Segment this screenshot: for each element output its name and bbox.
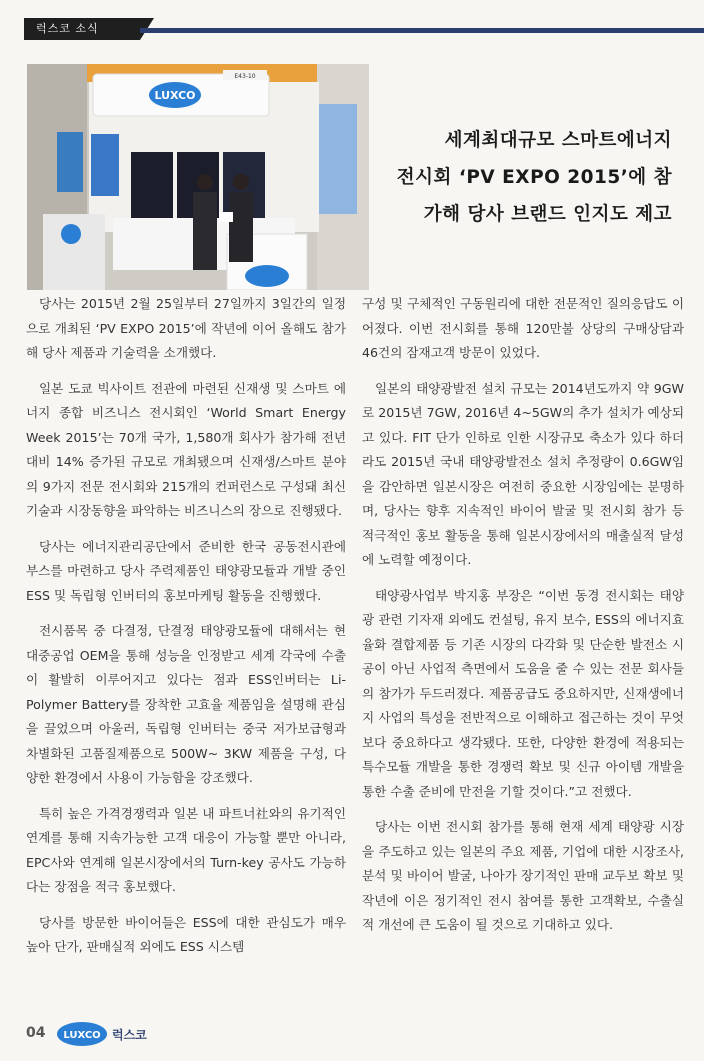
luxco-logo-icon	[56, 1021, 108, 1047]
article-column-right	[362, 292, 684, 949]
paragraph: 특히 높은 가격경쟁력과 일본 내 파트너社와의 유기적인 연계를 통해 지속가능한 고객 대응이 가능할 뿐만 아니라, EPC사와 연계해 일본시장에서의 Turn-key 공사도 가능하다는 장점을 적극 홍보했다.	[26, 805, 346, 894]
paragraph: 태양광사업부 박지홍 부장은 “이번 동경 전시회는 태양광 관련 기자재 외에도 컨설팅, 유지 보수, ESS의 에너지효율화 결합제품 등 기존 시장의 다각화 및 단순한 발전소 시공이 아닌 사업적 측면에서 도움을 줄 수 있는 전문 회사들의 참가가 두드러졌다. 제품공급도 중요하지만, 신재생에너지 사업의 특성을 전반적으로 이해하고 접근하는 것이 무엇보다 중요하다고 생각됐다. 또한, 다양한 환경에 적용되는 특수모듈 개발을 통한 경쟁력 확보 및 신규 아이템 개발을 통한 수출 준비에 만전을 기할 것이다.”고 전했다.	[362, 587, 684, 799]
header-rule	[140, 28, 704, 33]
booth-illustration	[27, 64, 369, 290]
section-header	[0, 18, 704, 44]
booth-sign-logo: LUXCO	[154, 89, 196, 102]
headline-line: 전시회 ‘PV EXPO 2015’에 참	[396, 167, 672, 188]
section-tab: 럭스코 소식	[24, 18, 140, 40]
paragraph: 당사는 에너지관리공단에서 준비한 한국 공동전시관에 부스를 마련하고 당사 주력제품인 태양광모듈과 개발 중인 ESS 및 독립형 인버터의 홍보마케팅 활동을 진행했다.	[26, 538, 346, 603]
paragraph: 전시품목 중 다결정, 단결정 태양광모듈에 대해서는 현대중공업 OEM을 통해 성능을 인정받고 세계 각국에 수출이 활발히 이루어지고 있다는 점과 ESS인버터는 Li-Polymer Battery를 장착한 고효율 제품임을 설명해 관심을 끌었으며 아울러, 독립형 인버터는 중국 저가보급형과 차별화된 고품질제품으로 500W~ 3KW 제품을 구성, 다양한 환경에서 사용이 가능함을 강조했다.	[26, 623, 346, 785]
footer-logo-text: LUXCO	[63, 1030, 101, 1041]
paragraph: 구성 및 구체적인 구동원리에 대한 전문적인 질의응답도 이어졌다. 이번 전시회를 통해 120만불 상당의 구매상담과 46건의 잠재고객 방문이 있었다.	[362, 296, 684, 360]
paragraph: 일본 도쿄 빅사이트 전관에 마련된 신재생 및 스마트 에너지 종합 비즈니스 전시회인 ‘World Smart Energy Week 2015’는 70개 국가, 1,580개 회사가 참가해 전년대비 14% 증가된 규모로 개최됐으며 신재생/스마트 분야의 9가지 전문 전시회와 215개의 컨퍼런스로 구성돼 최신기술과 시장동향을 파악하는 비즈니스의 장으로 진행됐다.	[26, 380, 346, 518]
headline	[372, 122, 672, 233]
headline-line: 가해 당사 브랜드 인지도 제고	[423, 204, 672, 225]
paragraph: 당사를 방문한 바이어들은 ESS에 대한 관심도가 매우 높아 단가, 판매실적 외에도 ESS 시스템	[26, 914, 346, 954]
booth-photo	[27, 64, 369, 290]
page-number: 04	[26, 1025, 46, 1041]
article-column-left	[26, 292, 346, 971]
paragraph: 당사는 이번 전시회 참가를 통해 현재 세계 태양광 시장을 주도하고 있는 일본의 주요 제품, 기업에 대한 시장조사, 분석 및 바이어 발굴, 나아가 장기적인 판매 교두보 확보 및 작년에 이은 정기적인 전시 참여를 통한 고객확보, 수출실적 개선에 큰 도움이 될 것으로 기대하고 있다.	[362, 819, 684, 932]
paragraph: 일본의 태양광발전 설치 규모는 2014년도까지 약 9GW로 2015년 7GW, 2016년 4~5GW의 추가 설치가 예상되고 있다. FIT 단가 인하로 인한 시장규모 축소가 있다 하더라도 2015년 국내 태양광발전소 설치 추정량이 0.6GW임을 감안하면 일본시장은 여전히 중요한 시장임에는 분명하며, 당사는 향후 지속적인 바이어 발굴 및 전시회 참가 등 적극적인 홍보 활동을 통해 일본시장에서의 매출실적 달성에 노력할 예정이다.	[362, 380, 684, 567]
booth-number: E43-10	[234, 73, 256, 80]
paragraph: 당사는 2015년 2월 25일부터 27일까지 3일간의 일정으로 개최된 ‘PV EXPO 2015’에 작년에 이어 올해도 참가해 당사 제품과 기술력을 소개했다.	[26, 296, 346, 360]
headline-line: 세계최대규모 스마트에너지	[444, 130, 672, 151]
footer-brand: 럭스코	[112, 1028, 147, 1042]
